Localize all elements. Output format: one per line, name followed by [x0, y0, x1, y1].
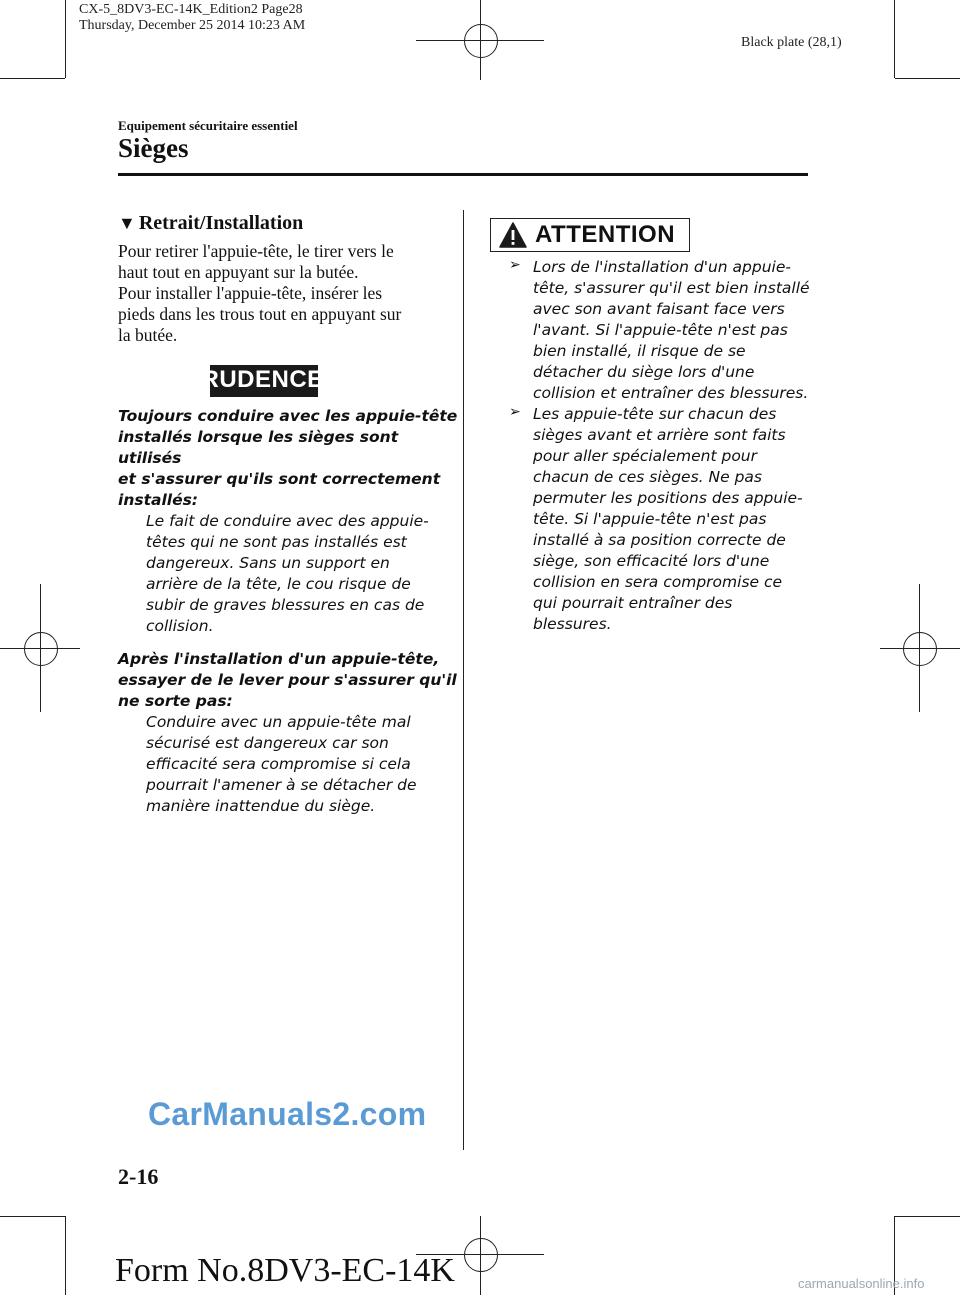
- caution-line: dangereux. Sans un support en: [146, 554, 390, 572]
- bullet-line: tête. Si l'appuie-tête n'est pas: [533, 510, 767, 528]
- caution-line: collision.: [146, 617, 214, 635]
- left-column: [118, 212, 453, 346]
- bullet-arrow-icon: ➢: [509, 404, 521, 420]
- caution-line: Toujours conduire avec les appuie-tête: [118, 407, 458, 425]
- site-watermark: carmanualsonline.info: [798, 1276, 925, 1291]
- bullet-line: collision et entraîner des blessures.: [533, 384, 809, 402]
- form-number: Form No.8DV3-EC-14K: [115, 1252, 455, 1289]
- caution-line: têtes qui ne sont pas installés est: [146, 533, 407, 551]
- attention-label: ATTENTION: [535, 221, 676, 248]
- caution-line: installés:: [118, 491, 199, 509]
- bullet-line: installé à sa position correcte de: [533, 531, 786, 549]
- bullet-line: blessures.: [533, 615, 612, 633]
- caution-line: Le fait de conduire avec des appuie-: [146, 512, 429, 530]
- caution-line: manière inattendue du siège.: [146, 797, 376, 815]
- caution-line: essayer de le lever pour s'assurer qu'il: [118, 671, 457, 689]
- bullet-text: [533, 257, 810, 404]
- caution-line: efficacité sera compromise si cela: [146, 755, 411, 773]
- bullet-line: siège, son efficacité lors d'une: [533, 552, 770, 570]
- black-plate-label: Black plate (28,1): [741, 35, 842, 50]
- bullet-line: l'avant. Si l'appuie-tête n'est pas: [533, 321, 788, 339]
- body-line: Pour retirer l'appuie-tête, le tirer vers le: [118, 241, 394, 261]
- bullet-arrow-icon: ➢: [509, 257, 521, 273]
- body-line: Pour installer l'appuie-tête, insérer les: [118, 283, 383, 303]
- caution-2-text: [118, 712, 458, 817]
- plate-meta: [79, 2, 305, 34]
- bullet-line: permuter les positions des appuie-: [533, 489, 803, 507]
- plate-meta-line2: Thursday, December 25 2014 10:23 AM: [79, 18, 306, 33]
- registration-crosshair-icon: [24, 632, 58, 666]
- registration-crosshair-icon: [464, 1238, 498, 1272]
- bullet-line: collision en sera compromise ce: [533, 573, 783, 591]
- header-rule: [118, 173, 808, 176]
- attention-banner: [490, 218, 690, 252]
- bullet-line: qui pourrait entraîner des: [533, 594, 733, 612]
- heading-marker-icon: ▼: [118, 213, 136, 233]
- caution-line: sécurisé est dangereux car son: [146, 734, 389, 752]
- caution-line: Après l'installation d'un appuie-tête,: [118, 650, 440, 668]
- attention-content: [505, 257, 815, 635]
- caution-banner-content: [181, 365, 324, 395]
- bullet-line: Lors de l'installation d'un appuie-: [533, 258, 791, 276]
- warning-triangle-icon: [499, 222, 527, 248]
- caution-2-heading: [118, 649, 458, 712]
- caution-content: [118, 406, 458, 817]
- bullet-line: Les appuie-tête sur chacun des: [533, 405, 777, 423]
- caution-line: ne sorte pas:: [118, 692, 233, 710]
- section-label: Equipement sécuritaire essentiel: [118, 118, 298, 133]
- page-title: Sièges: [118, 133, 189, 163]
- subsection-heading-text: Retrait/Installation: [138, 212, 304, 234]
- subsection-heading: [118, 212, 453, 235]
- page-number: 2-16: [118, 1164, 159, 1189]
- body-paragraph: [118, 241, 453, 346]
- bullet-item: [505, 404, 815, 635]
- bullet-line: chacun de ces sièges. Ne pas: [533, 468, 762, 486]
- caution-line: et s'assurer qu'ils sont correctement: [118, 470, 441, 488]
- bullet-line: détacher du siège lors d'une: [533, 363, 755, 381]
- column-divider: [463, 210, 464, 1150]
- caution-line: pourrait l'amener à se détacher de: [146, 776, 417, 794]
- caution-line: arrière de la tête, le cou risque de: [146, 575, 411, 593]
- body-line: la butée.: [118, 325, 178, 345]
- watermark-logo: CarManuals2.com: [148, 1096, 427, 1132]
- bullet-line: sièges avant et arrière sont faits: [533, 426, 786, 444]
- plate-meta-line1: CX-5_8DV3-EC-14K_Edition2 Page28: [79, 2, 303, 17]
- body-line: pieds dans les trous tout en appuyant sur: [118, 304, 402, 324]
- caution-line: subir de graves blessures en cas de: [146, 596, 425, 614]
- caution-1-heading: [118, 406, 458, 511]
- caution-1-text: [118, 511, 458, 637]
- bullet-item: [505, 257, 815, 404]
- caution-line: Conduire avec un appuie-tête mal: [146, 713, 411, 731]
- caution-label: PRUDENCE: [185, 366, 324, 393]
- bullet-line: tête, s'assurer qu'il est bien installé: [533, 279, 810, 297]
- bullet-line: bien installé, il risque de se: [533, 342, 746, 360]
- bullet-line: pour aller spécialement pour: [533, 447, 757, 465]
- caution-line: installés lorsque les sièges sont utilisés: [118, 428, 399, 467]
- bullet-line: avec son avant faisant face vers: [533, 300, 785, 318]
- body-line: haut tout en appuyant sur la butée.: [118, 262, 359, 282]
- registration-crosshair-icon: [903, 632, 937, 666]
- bullet-text: [533, 404, 803, 635]
- registration-crosshair-icon: [464, 24, 498, 58]
